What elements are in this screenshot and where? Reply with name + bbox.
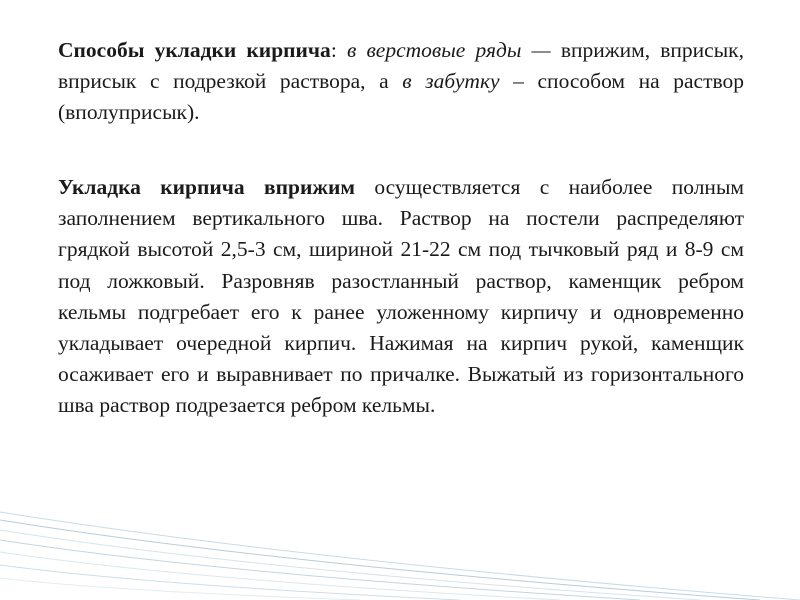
methods-heading: Способы укладки кирпича bbox=[58, 38, 331, 62]
methods-text-2: способом на раствор (вполуприсык). bbox=[58, 69, 745, 125]
stripe-line bbox=[0, 530, 700, 600]
vprizhim-body: осуществляется с наиболее полным заполнением вертикального шва. Раствор на постели распределяют грядкой высотой 2,5-3 см, шириной 21-22 см под тычковый ряд и 8-9 см под ложковый. Разровняв разостланный раствор, каменщик ребром кельмы подгребает его к ранее уложенному кирпичу и одновременно укладывает очередной кирпич. Нажимая на кирпич рукой, каменщик осаживает его и выравнивает по причалке. Выжатый из горизонтального шва раствор подрезается ребром кельмы. bbox=[58, 175, 744, 418]
methods-italic-verstovye: в верстовые ряды — bbox=[346, 38, 551, 62]
stripe-line bbox=[0, 520, 760, 600]
methods-colon: : bbox=[330, 38, 347, 62]
stripe-line bbox=[0, 540, 640, 600]
stripe-line bbox=[0, 552, 560, 600]
stripe-line bbox=[0, 578, 360, 600]
methods-italic-zabutka: в забутку – bbox=[402, 69, 524, 94]
methods-text-1: вприжим, вприсык, вприсык с подрезкой раствора, а bbox=[58, 38, 744, 94]
stripe-line bbox=[0, 565, 460, 600]
vprizhim-heading: Укладка кирпича вприжим bbox=[58, 175, 355, 199]
paragraph-methods bbox=[58, 35, 744, 129]
stripe-line bbox=[0, 512, 800, 600]
paragraph-vprizhim bbox=[58, 172, 744, 422]
